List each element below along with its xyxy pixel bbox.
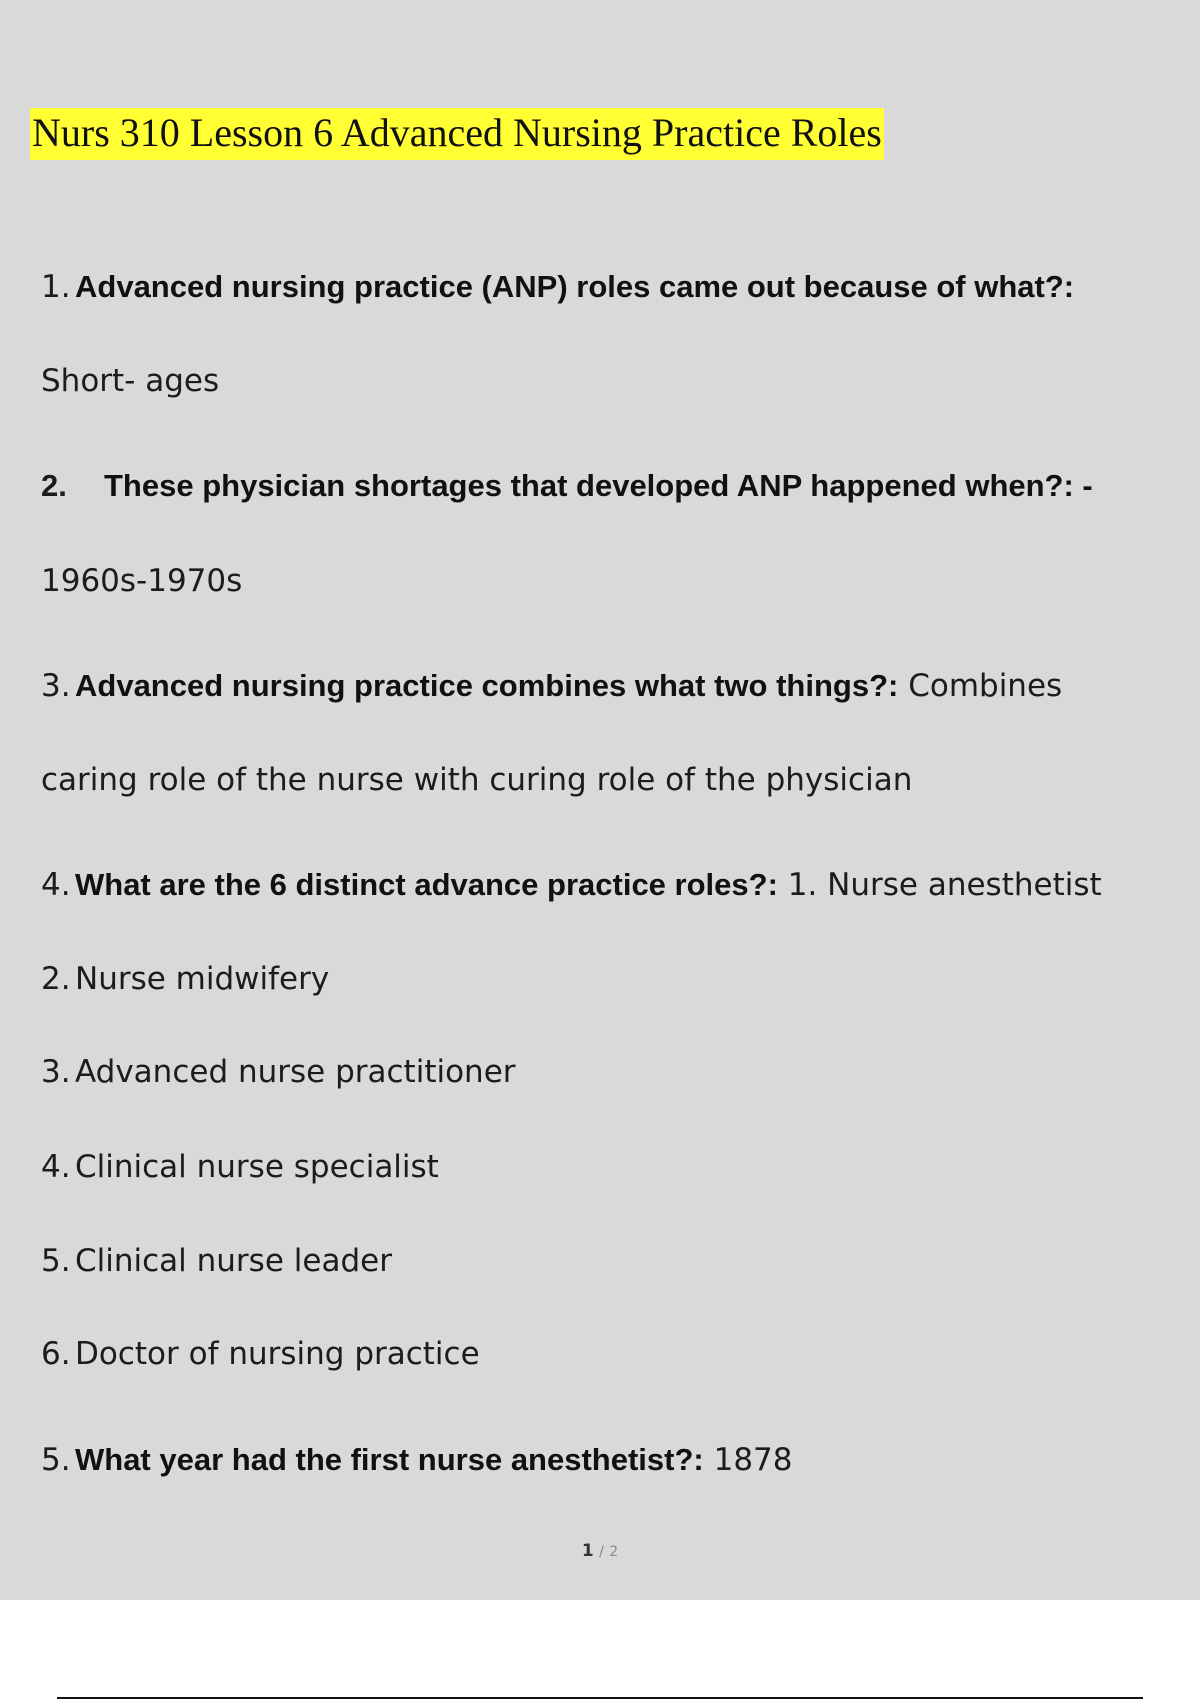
answer-2: [41, 562, 242, 600]
list-item: [41, 1148, 439, 1186]
page-indicator: [0, 1541, 1200, 1561]
list-item-number: 4.: [41, 1149, 71, 1185]
list-item: [41, 960, 329, 998]
total-pages: 2: [609, 1544, 619, 1560]
document-title: Nurs 310 Lesson 6 Advanced Nursing Practice Roles: [30, 108, 884, 160]
list-item-text: Advanced nurse practitioner: [75, 1054, 516, 1090]
page-separator: /: [599, 1544, 604, 1560]
question-number: 1.: [41, 269, 71, 305]
next-page-divider: [57, 1697, 1143, 1699]
answer-inline: 1878: [713, 1442, 793, 1478]
question-2: [41, 467, 1093, 505]
answer-text: caring role of the nurse with curing role of the physician: [41, 762, 913, 798]
list-item-text: Nurse midwifery: [75, 961, 330, 997]
list-item-text: Clinical nurse leader: [75, 1243, 392, 1279]
list-item: [41, 1335, 480, 1373]
answer-inline: Combines: [908, 668, 1063, 704]
question-number: 2.: [41, 468, 67, 503]
list-item-number: 3.: [41, 1054, 71, 1090]
question-4: [41, 866, 1102, 904]
answer-1: [41, 362, 219, 400]
question-1: [41, 268, 1074, 306]
list-item-number: 6.: [41, 1336, 71, 1372]
question-text: Advanced nursing practice combines what two things?:: [75, 668, 899, 703]
current-page: 1: [581, 1541, 594, 1561]
list-item: [41, 1242, 392, 1280]
question-number: 5.: [41, 1442, 71, 1478]
question-text: What are the 6 distinct advance practice roles?:: [75, 867, 778, 902]
answer-3: [41, 761, 912, 799]
question-text: These physician shortages that developed ANP happened when?: -: [104, 468, 1093, 503]
list-item-number: 5.: [41, 1243, 71, 1279]
question-3: [41, 667, 1062, 705]
list-item: [41, 1053, 516, 1091]
list-item-number: 2.: [41, 961, 71, 997]
question-5: [41, 1441, 793, 1479]
question-text: What year had the first nurse anesthetist?:: [75, 1442, 704, 1477]
answer-text: 1960s-1970s: [41, 563, 243, 599]
question-text: Advanced nursing practice (ANP) roles came out because of what?:: [75, 269, 1075, 304]
list-item-text: Clinical nurse specialist: [75, 1149, 439, 1185]
answer-text: Short- ages: [41, 363, 220, 399]
question-number: 3.: [41, 668, 71, 704]
answer-inline: 1. Nurse anesthetist: [787, 867, 1102, 903]
list-item-text: Doctor of nursing practice: [75, 1336, 480, 1372]
question-number: 4.: [41, 867, 71, 903]
